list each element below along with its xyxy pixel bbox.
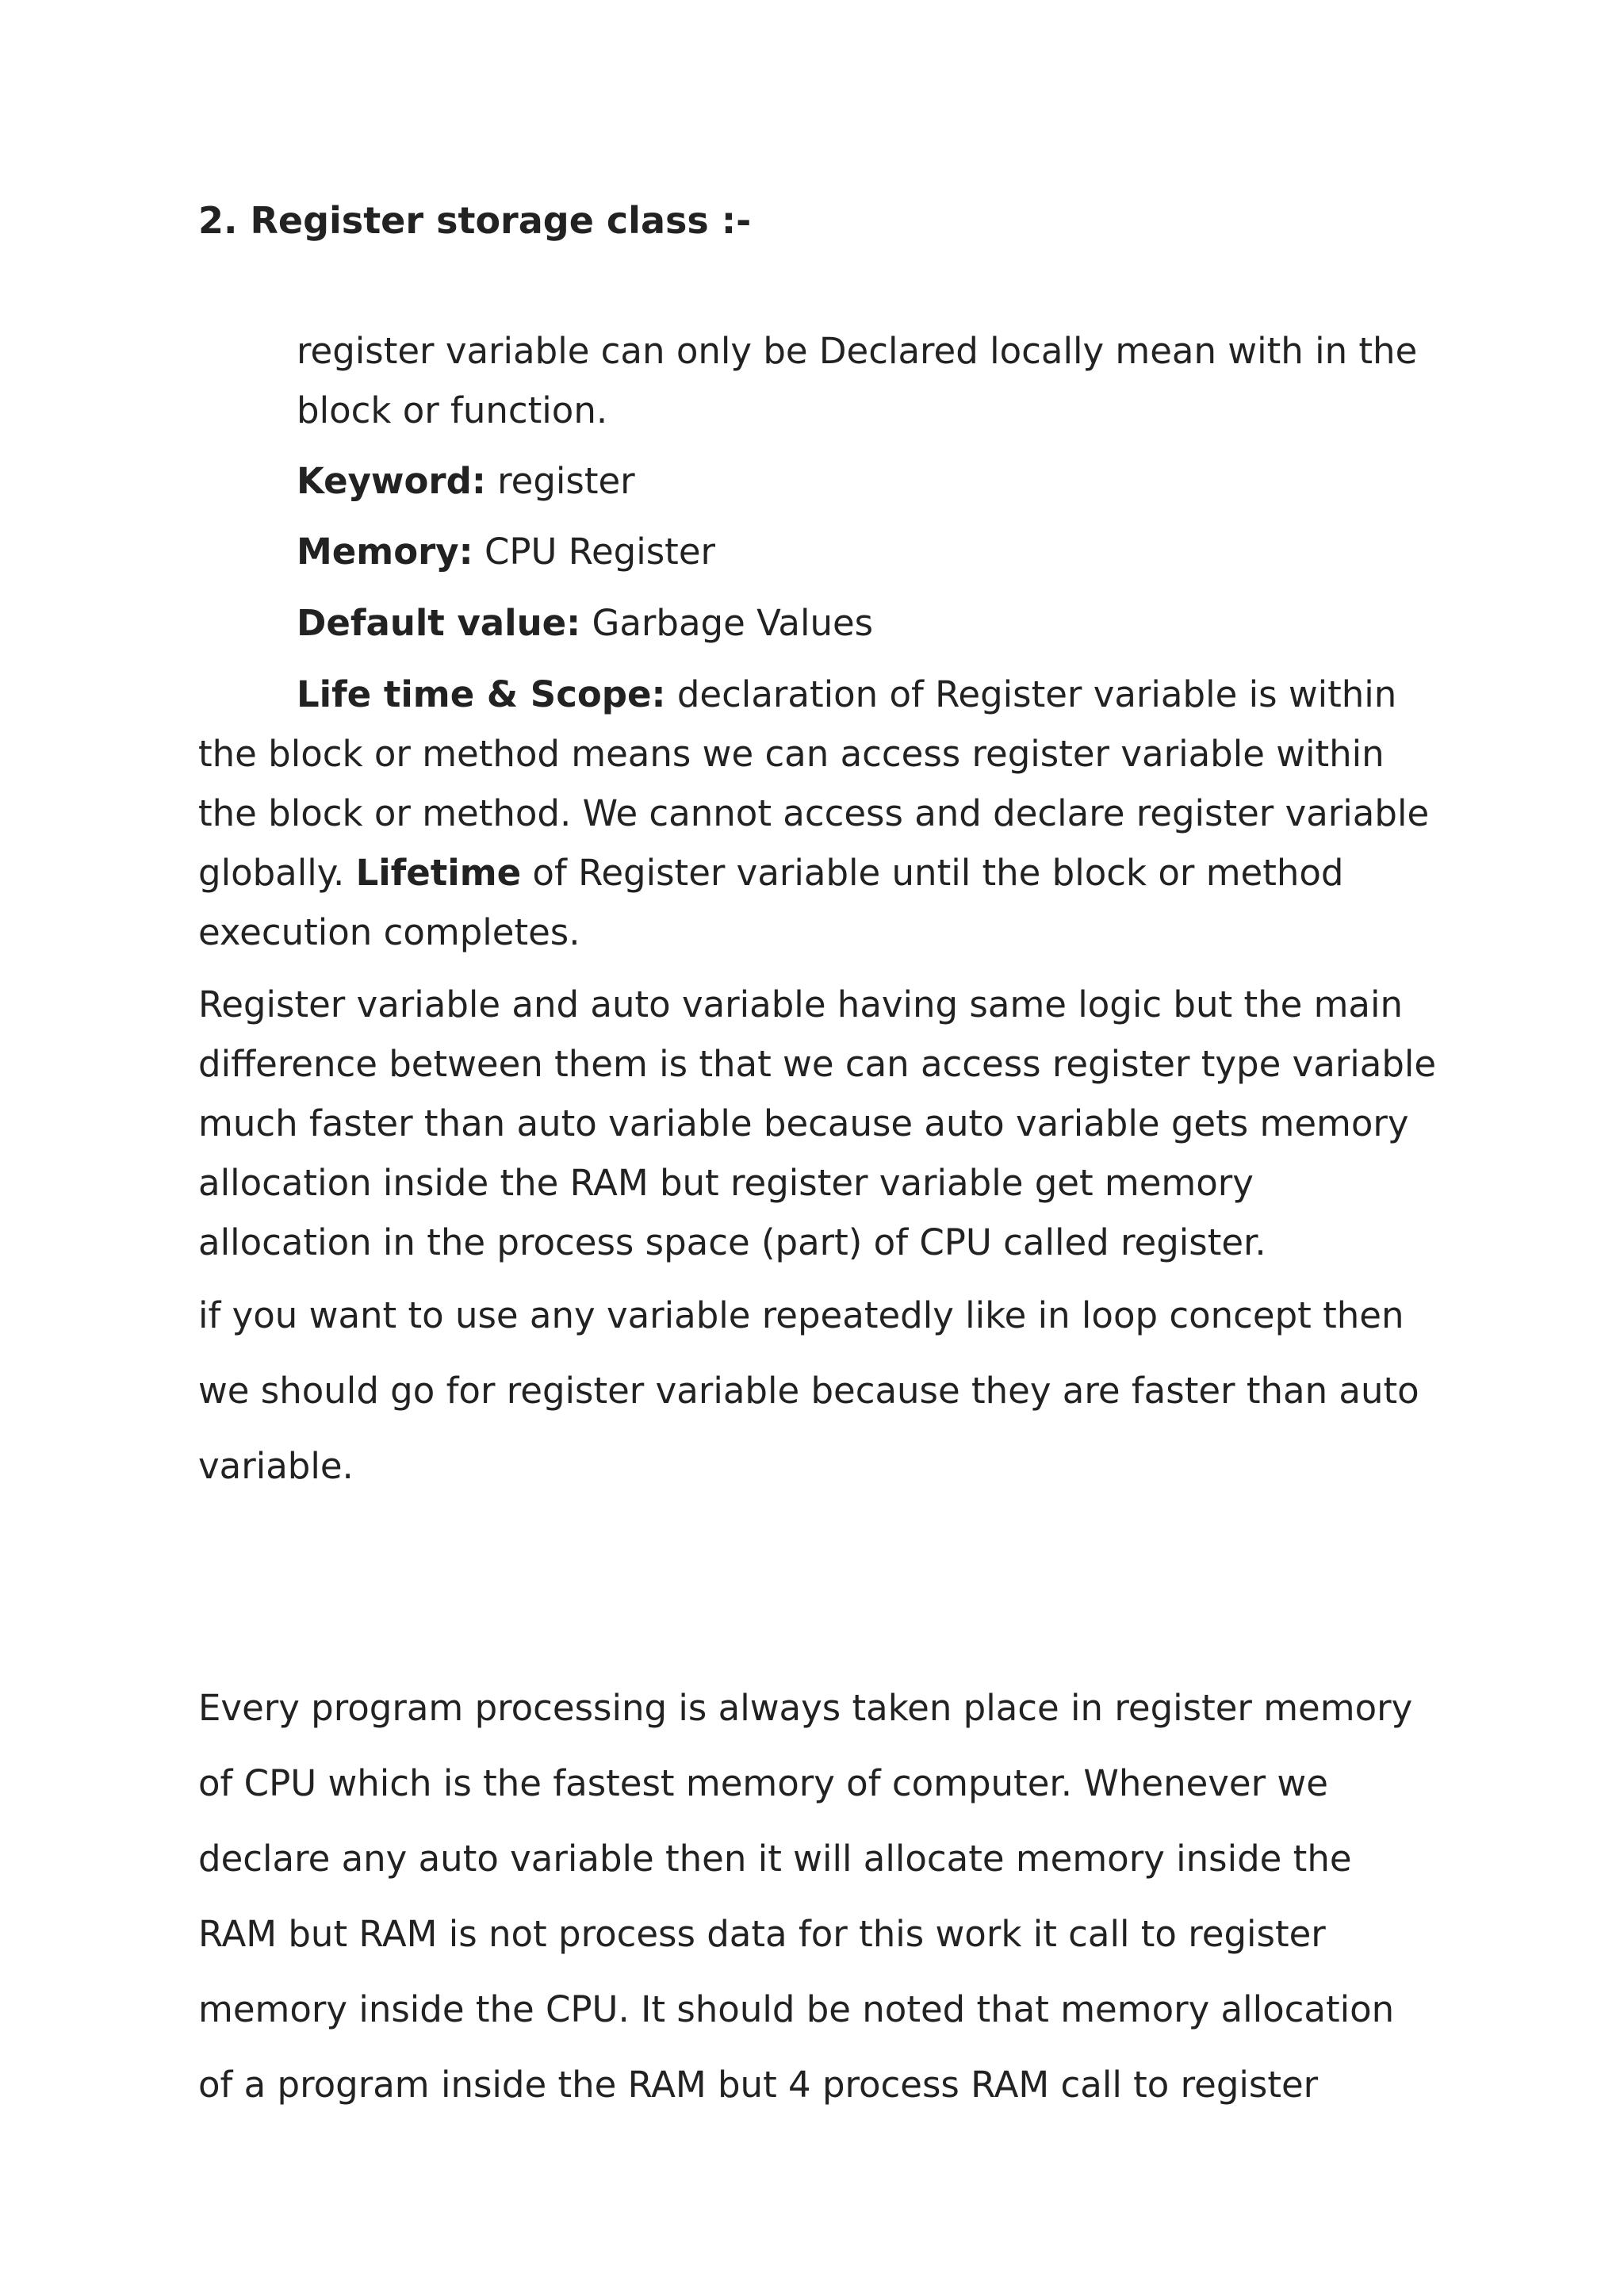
lifetime-bold-term: Lifetime [355,852,522,894]
comparison-line: allocation inside the RAM but register variable get memory [198,1162,1254,1204]
memory-value: CPU Register [473,531,716,573]
memory-label: Memory: [297,531,473,573]
processing-line: of CPU which is the fastest memory of computer. Whenever we [198,1762,1328,1804]
comparison-line: much faster than auto variable because auto variable gets memory [198,1102,1409,1144]
comparison-line: Register variable and auto variable having same logic but the main [198,983,1404,1025]
lifetime-scope-line: execution completes. [198,911,580,953]
section-heading: 2. Register storage class :- [198,199,752,242]
intro-line: block or function. [297,389,608,431]
processing-line: Every program processing is always taken place in register memory [198,1687,1413,1729]
keyword-label: Keyword: [297,460,486,502]
lifetime-scope-text: of Register variable until the block or method [521,852,1344,894]
keyword-value: register [485,460,635,502]
lifetime-scope-paragraph [198,665,1451,962]
lifetime-scope-line: the block or method. We cannot access and declare register variable [198,792,1430,834]
processing-line: RAM but RAM is not process data for this work it call to register [198,1913,1326,1955]
processing-line: of a program inside the RAM but 4 process RAM call to register [198,2064,1319,2106]
lifetime-scope-line: the block or method means we can access register variable within [198,733,1385,775]
default-value-label: Default value: [297,602,581,644]
lifetime-scope-label: Life time & Scope: [297,673,666,715]
lifetime-scope-text: declaration of Register variable is within [665,673,1397,715]
comparison-paragraph [198,975,1451,1272]
default-value-property [297,593,1438,653]
processing-line: memory inside the CPU. It should be noted that memory allocation [198,1988,1395,2030]
processing-line: declare any auto variable then it will allocate memory inside the [198,1838,1352,1880]
lifetime-scope-text: globally. [198,852,356,894]
comparison-line: difference between them is that we can access register type variable [198,1043,1437,1085]
keyword-property [297,451,1438,511]
usage-paragraph [198,1278,1451,1504]
intro-line: register variable can only be Declared locally mean with in the [297,330,1418,372]
memory-property [297,522,1438,581]
usage-line: variable. [198,1445,354,1487]
processing-paragraph [198,1670,1451,2122]
default-value-value: Garbage Values [580,602,874,644]
usage-line: we should go for register variable because they are faster than auto [198,1370,1419,1412]
comparison-line: allocation in the process space (part) of CPU called register. [198,1221,1266,1263]
intro-paragraph [297,321,1438,440]
usage-line: if you want to use any variable repeatedly like in loop concept then [198,1294,1404,1336]
